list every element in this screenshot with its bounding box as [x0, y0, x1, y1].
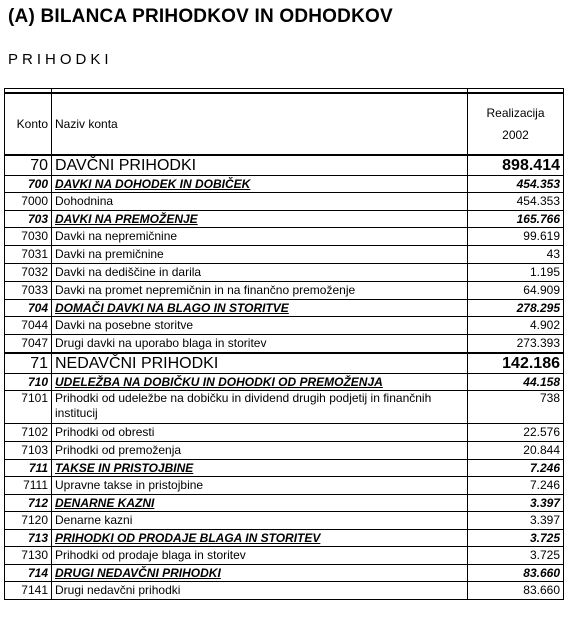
account-name: Prihodki od prodaje blaga in storitev: [52, 547, 468, 565]
subgroup-row: [5, 495, 564, 512]
table-row: [5, 228, 564, 246]
realization-value: 454.353: [468, 193, 564, 211]
account-code: 7141: [5, 582, 52, 600]
account-code: 71: [5, 353, 52, 374]
table-row: [5, 547, 564, 565]
account-code: 7120: [5, 512, 52, 530]
table-row: [5, 582, 564, 600]
account-code: 7130: [5, 547, 52, 565]
account-name: [52, 565, 468, 582]
account-code: 7111: [5, 477, 52, 495]
account-code: 7044: [5, 317, 52, 335]
account-code: 7000: [5, 193, 52, 211]
account-name: Prihodki od udeležbe na dobičku in dividend drugih podjetij in finančnih institucij: [52, 391, 468, 424]
subgroup-row: [5, 460, 564, 477]
realization-value: 898.414: [468, 155, 564, 176]
revenue-table: [4, 88, 564, 600]
account-name: Drugi davki na uporabo blaga in storitev: [52, 335, 468, 354]
subgroup-row: [5, 565, 564, 582]
header-realizacija: [468, 93, 564, 155]
account-name-text: UDELEŽBA NA DOBIČKU IN DOHODKI OD PREMOŽENJA: [55, 374, 383, 389]
table-header-row: [5, 93, 564, 155]
realization-value: 83.660: [468, 565, 564, 582]
subgroup-row: [5, 374, 564, 391]
subgroup-row: [5, 176, 564, 193]
account-name: [52, 211, 468, 228]
account-name-text: DOMAČI DAVKI NA BLAGO IN STORITVE: [55, 300, 289, 315]
account-code: 7032: [5, 264, 52, 282]
account-code: 712: [5, 495, 52, 512]
account-name-text: DAVKI NA DOHODEK IN DOBIČEK: [55, 176, 251, 191]
realization-value: 43: [468, 246, 564, 264]
page-title: (A) BILANCA PRIHODKOV IN ODHODKOV: [8, 6, 393, 27]
realization-value: 20.844: [468, 442, 564, 460]
account-code: 704: [5, 300, 52, 317]
account-name: Davki na nepremičnine: [52, 228, 468, 246]
account-code: 7101: [5, 391, 52, 424]
account-name-text: DAVKI NA PREMOŽENJE: [55, 211, 198, 226]
header-realizacija-label: Realizacija: [486, 106, 545, 120]
account-code: 70: [5, 155, 52, 176]
realization-value: 4.902: [468, 317, 564, 335]
account-name: Dohodnina: [52, 193, 468, 211]
account-name: [52, 176, 468, 193]
account-name: [52, 495, 468, 512]
table-row: [5, 193, 564, 211]
account-name-text: TAKSE IN PRISTOJBINE: [55, 460, 194, 475]
subgroup-row: [5, 530, 564, 547]
realization-value: 3.397: [468, 512, 564, 530]
account-name: Davki na promet nepremičnin in na finančno premoženje: [52, 282, 468, 300]
account-name: Davki na premičnine: [52, 246, 468, 264]
account-name: Davki na dediščine in darila: [52, 264, 468, 282]
account-name: Prihodki od obresti: [52, 424, 468, 442]
account-name: Prihodki od premoženja: [52, 442, 468, 460]
header-realizacija-year: 2002: [502, 128, 529, 142]
realization-value: 7.246: [468, 477, 564, 495]
realization-value: 165.766: [468, 211, 564, 228]
realization-value: 3.725: [468, 547, 564, 565]
realization-value: 44.158: [468, 374, 564, 391]
account-code: 7033: [5, 282, 52, 300]
table-row: [5, 442, 564, 460]
account-name: NEDAVČNI PRIHODKI: [52, 353, 468, 374]
realization-value: 1.195: [468, 264, 564, 282]
account-name-text: DENARNE KAZNI: [55, 495, 155, 510]
subgroup-row: [5, 300, 564, 317]
table-row: [5, 282, 564, 300]
account-name: [52, 300, 468, 317]
account-name: Denarne kazni: [52, 512, 468, 530]
table-row: [5, 335, 564, 354]
account-code: 7103: [5, 442, 52, 460]
realization-value: 3.397: [468, 495, 564, 512]
realization-value: 99.619: [468, 228, 564, 246]
account-code: 711: [5, 460, 52, 477]
subgroup-row: [5, 211, 564, 228]
realization-value: 83.660: [468, 582, 564, 600]
account-name-text: PRIHODKI OD PRODAJE BLAGA IN STORITEV: [55, 530, 321, 545]
header-konto: Konto: [5, 93, 52, 155]
table-row: [5, 512, 564, 530]
table-row: [5, 246, 564, 264]
account-name: DAVČNI PRIHODKI: [52, 155, 468, 176]
account-name-text: DRUGI NEDAVČNI PRIHODKI: [55, 565, 221, 580]
account-code: 7031: [5, 246, 52, 264]
group-row: [5, 155, 564, 176]
header-naziv: Naziv konta: [52, 93, 468, 155]
table-row: [5, 391, 564, 424]
account-name: Davki na posebne storitve: [52, 317, 468, 335]
account-code: 700: [5, 176, 52, 193]
realization-value: 3.725: [468, 530, 564, 547]
account-name: [52, 460, 468, 477]
realization-value: 454.353: [468, 176, 564, 193]
account-code: 714: [5, 565, 52, 582]
realization-value: 7.246: [468, 460, 564, 477]
realization-value: 273.393: [468, 335, 564, 354]
table-row: [5, 264, 564, 282]
account-name: [52, 530, 468, 547]
realization-value: 142.186: [468, 353, 564, 374]
account-code: 703: [5, 211, 52, 228]
section-subtitle: PRIHODKI: [8, 51, 113, 68]
account-code: 713: [5, 530, 52, 547]
account-code: 7030: [5, 228, 52, 246]
account-code: 710: [5, 374, 52, 391]
account-code: 7047: [5, 335, 52, 354]
realization-value: 64.909: [468, 282, 564, 300]
account-name: Drugi nedavčni prihodki: [52, 582, 468, 600]
group-row: [5, 353, 564, 374]
table-row: [5, 424, 564, 442]
table-row: [5, 317, 564, 335]
account-name: Upravne takse in pristojbine: [52, 477, 468, 495]
realization-value: 22.576: [468, 424, 564, 442]
account-code: 7102: [5, 424, 52, 442]
account-name: [52, 374, 468, 391]
table-row: [5, 477, 564, 495]
realization-value: 278.295: [468, 300, 564, 317]
realization-value: 738: [468, 391, 564, 424]
